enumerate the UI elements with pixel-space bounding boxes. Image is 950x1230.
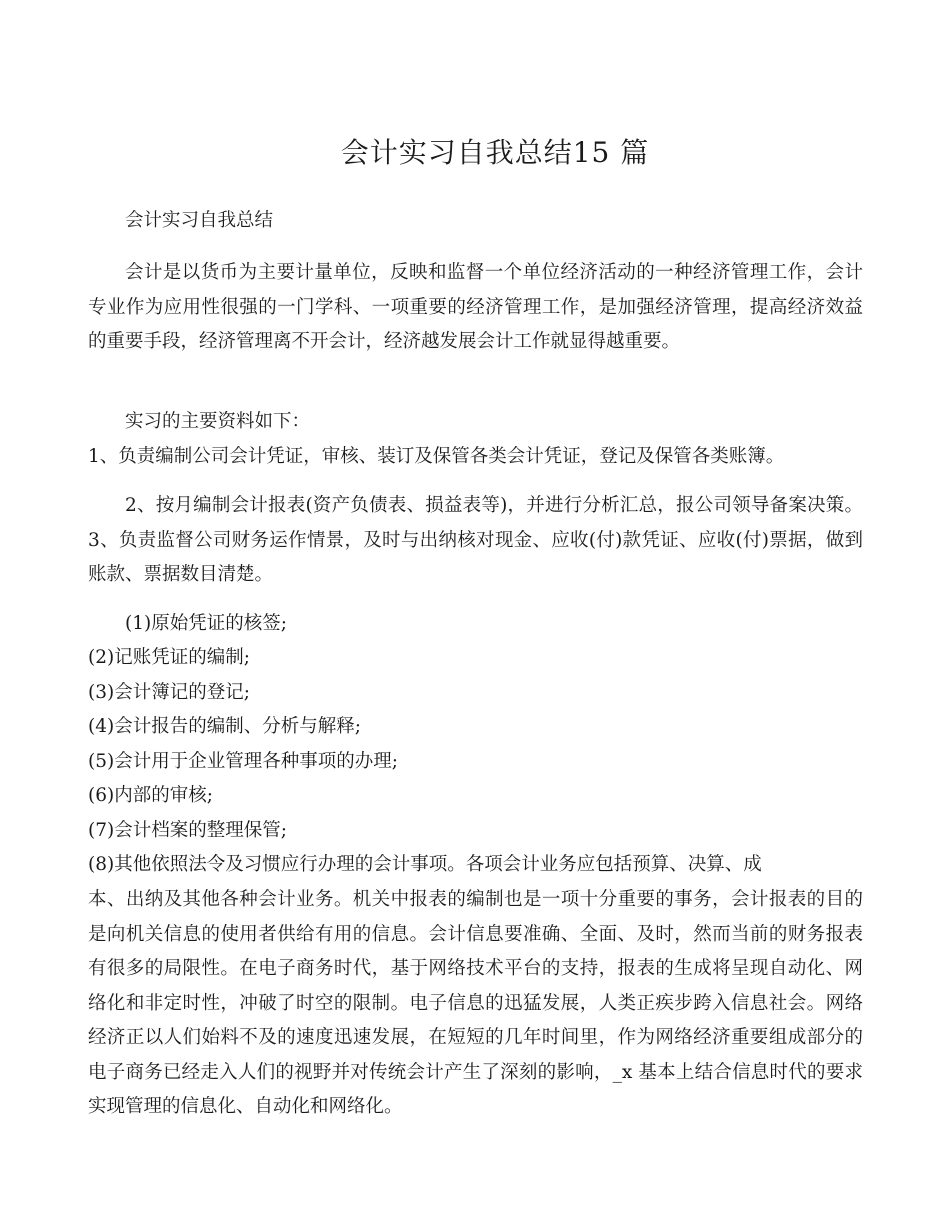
- sub-item-2: (2)记账凭证的编制;: [88, 647, 250, 668]
- sub-item-5: (5)会计用于企业管理各种事项的办理;: [88, 751, 398, 772]
- sub-item-8: (8)其他依照法令及习惯应行办理的会计事项。各项会计业务应包括预算、决算、成: [88, 854, 762, 875]
- list-item-2-3: 2、按月编制会计报表(资产负债表、损益表等)，并进行分析汇总，报公司领导备案决策。3、负责监督公司财务运作情景，及时与出纳核对现金、应收(付)款凭证、应收(付)票据，做到账款、票据数目清楚。: [88, 495, 863, 585]
- sub-item-4: (4)会计报告的编制、分析与解释;: [88, 716, 361, 737]
- sub-item-6: (6)内部的审核;: [88, 785, 213, 806]
- sub-item-1: (1)原始凭证的核签;: [125, 613, 287, 634]
- paragraph-main-content: 实习的主要资料如下：: [125, 411, 311, 432]
- subheading: 会计实习自我总结: [125, 210, 274, 231]
- sub-item-3: (3)会计簿记的登记;: [88, 682, 250, 703]
- sub-item-7: (7)会计档案的整理保管;: [88, 820, 287, 841]
- paragraph-closing: 本、出纳及其他各种会计业务。机关中报表的编制也是一项十分重要的事务，会计报表的目的是向机关信息的使用者供给有用的信息。会计信息要准确、全面、及时，然而当前的财务报表有很多的局限性。在电子商务时代，基于网络技术平台的支持，报表的生成将呈现自动化、网络化和非定时性，冲破了时空的限制。电子信息的迅猛发展，人类正疾步跨入信息社会。网络经济正以人们始料不及的速度迅速发展，在短短的几年时间里，作为网络经济重要组成部分的电子商务已经走入人们的视野并对传统会计产生了深刻的影响，_x 基本上结合信息时代的要求实现管理的信息化、自动化和网络化。: [88, 889, 863, 1117]
- document-title: 会计实习自我总结15 篇: [340, 136, 650, 169]
- list-item-1: 1、负责编制公司会计凭证，审核、装订及保管各类会计凭证，登记及保管各类账簿。: [88, 446, 785, 467]
- paragraph-intro: 会计是以货币为主要计量单位，反映和监督一个单位经济活动的一种经济管理工作，会计专业作为应用性很强的一门学科、一项重要的经济管理工作，是加强经济管理，提高经济效益的重要手段，经济管理离不开会计，经济越发展会计工作就显得越重要。: [88, 262, 863, 352]
